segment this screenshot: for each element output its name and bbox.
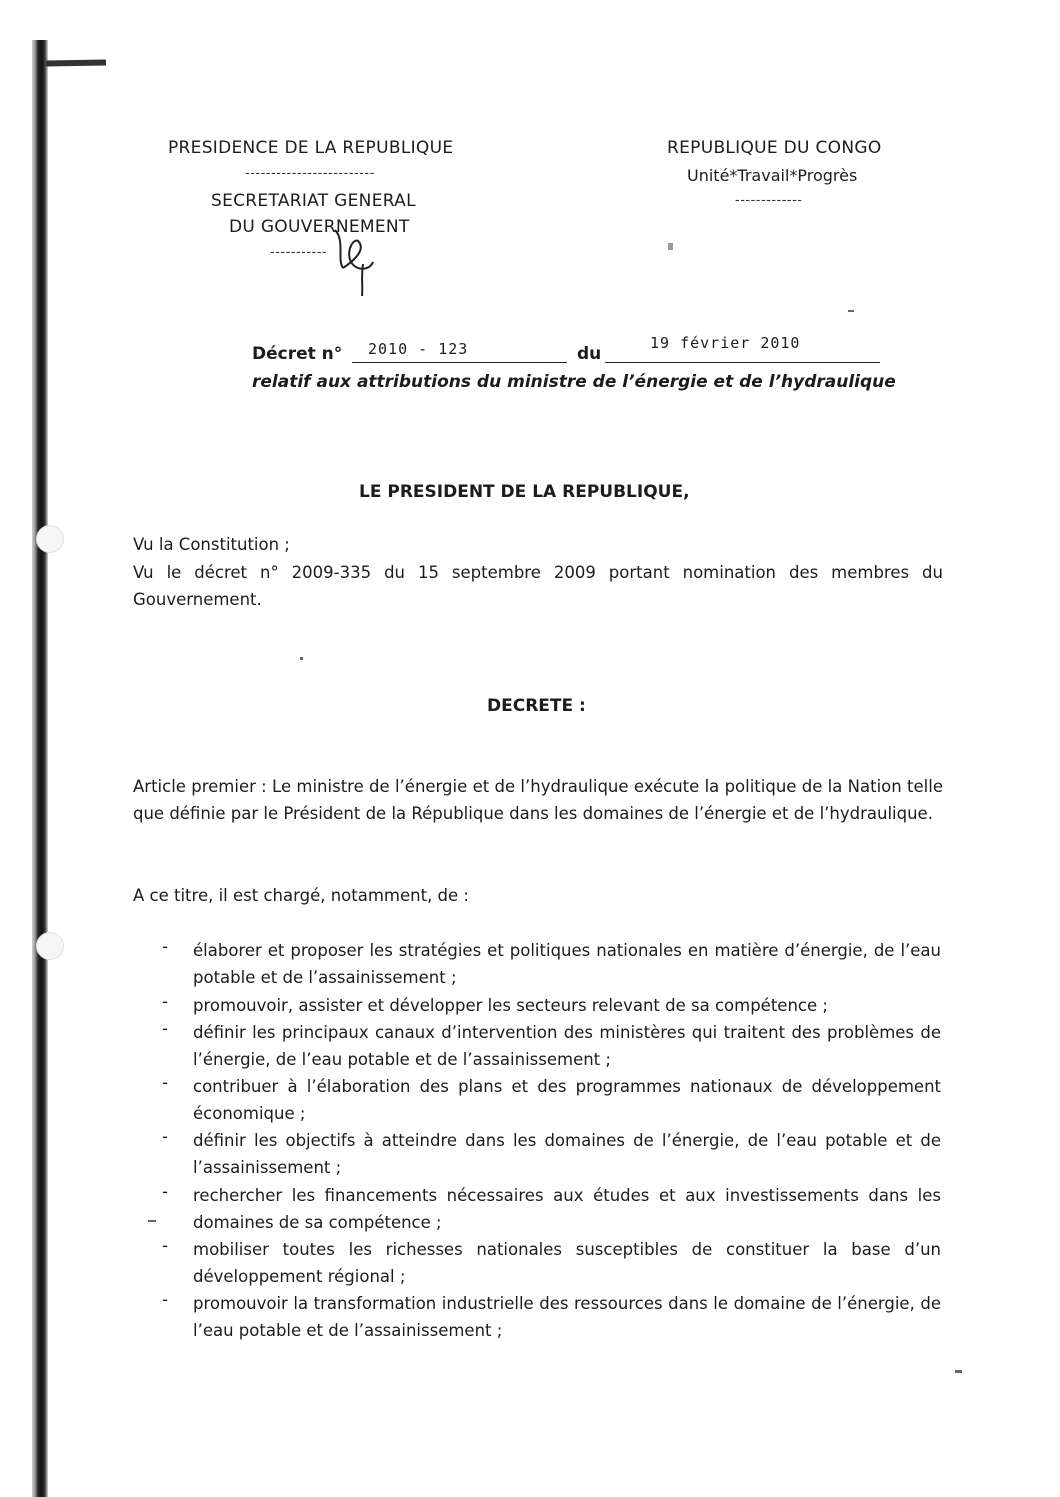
decree-number: 2010 - 123 — [368, 340, 469, 358]
list-item: mobiliser toutes les richesses nationales susceptibles de constituer la base d’un développement régional ; — [193, 1240, 941, 1286]
article-premier — [133, 773, 943, 827]
country-title: REPUBLIQUE DU CONGO — [667, 138, 882, 158]
decree-label: Décret n° — [252, 344, 343, 364]
bullet-dash: - — [162, 1019, 168, 1038]
article-label: Article premier — [133, 777, 256, 796]
bullet-dash: - — [162, 1236, 168, 1255]
decree-du-label: du — [577, 344, 602, 364]
president-heading: LE PRESIDENT DE LA REPUBLIQUE, — [359, 482, 690, 502]
article-text: : Le ministre de l’énergie et de l’hydraulique exécute la politique de la Nation telle que définie par le Président de la République dans les domaines de l’énergie et de l’hydraulique. — [133, 777, 943, 823]
bullet-dash: - — [162, 1182, 168, 1201]
decree-subject: relatif aux attributions du ministre de l’énergie et de l’hydraulique — [252, 372, 896, 392]
punch-hole — [36, 932, 64, 960]
scan-binding-edge — [32, 40, 48, 1497]
list-item: contribuer à l’élaboration des plans et des programmes nationaux de développement économique ; — [193, 1077, 941, 1123]
decrete-heading: DECRETE : — [487, 696, 586, 716]
national-motto: Unité*Travail*Progrès — [687, 166, 858, 185]
header-divider: ------------- — [735, 193, 803, 208]
article-intro: A ce titre, il est chargé, notamment, de : — [133, 886, 469, 905]
scan-speck — [300, 657, 303, 660]
handwritten-initials — [315, 220, 385, 300]
visa-decree: Vu le décret n° 2009-335 du 15 septembre 2009 portant nomination des membres du Gouvernement. — [133, 563, 943, 609]
scan-staple-mark — [46, 59, 106, 66]
list-item: élaborer et proposer les stratégies et politiques nationales en matière d’énergie, de l’eau potable et de l’assainissement ; — [193, 941, 941, 987]
list-item: définir les objectifs à atteindre dans les domaines de l’énergie, de l’eau potable et de l’assainissement ; — [193, 1131, 941, 1177]
decree-number-line — [352, 362, 567, 363]
bullet-dash: - — [162, 1290, 168, 1309]
bullet-dash: - — [162, 937, 168, 956]
bullet-dash: - — [162, 1127, 168, 1146]
decree-date: 19 février 2010 — [650, 334, 801, 352]
issuer-subtitle-2: DU GOUVERNEMENT — [229, 217, 410, 237]
header-divider: ------------------------- — [245, 166, 375, 181]
scan-speck — [668, 243, 673, 250]
issuer-subtitle-1: SECRETARIAT GENERAL — [211, 191, 416, 211]
list-item: définir les principaux canaux d’intervention des ministères qui traitent des problèmes de l’énergie, de l’eau potable et de l’assainissement ; — [193, 1023, 941, 1069]
list-item: promouvoir, assister et développer les secteurs relevant de sa compétence ; — [193, 996, 828, 1015]
bullet-dash: - — [162, 1073, 168, 1092]
punch-hole — [36, 525, 64, 553]
visa-constitution: Vu la Constitution ; — [133, 535, 290, 554]
list-item: rechercher les financements nécessaires aux études et aux investissements dans les domaines de sa compétence ; — [193, 1186, 941, 1232]
list-item: promouvoir la transformation industrielle des ressources dans le domaine de l’énergie, de l’eau potable et de l’assainissement ; — [193, 1294, 941, 1340]
scan-speck — [955, 1370, 962, 1373]
issuer-title: PRESIDENCE DE LA REPUBLIQUE — [168, 138, 454, 158]
scan-speck — [848, 310, 854, 312]
decree-date-line — [605, 362, 880, 363]
header-divider: ----------- — [270, 245, 328, 260]
scan-speck — [148, 1220, 156, 1222]
bullet-dash: - — [162, 992, 168, 1011]
